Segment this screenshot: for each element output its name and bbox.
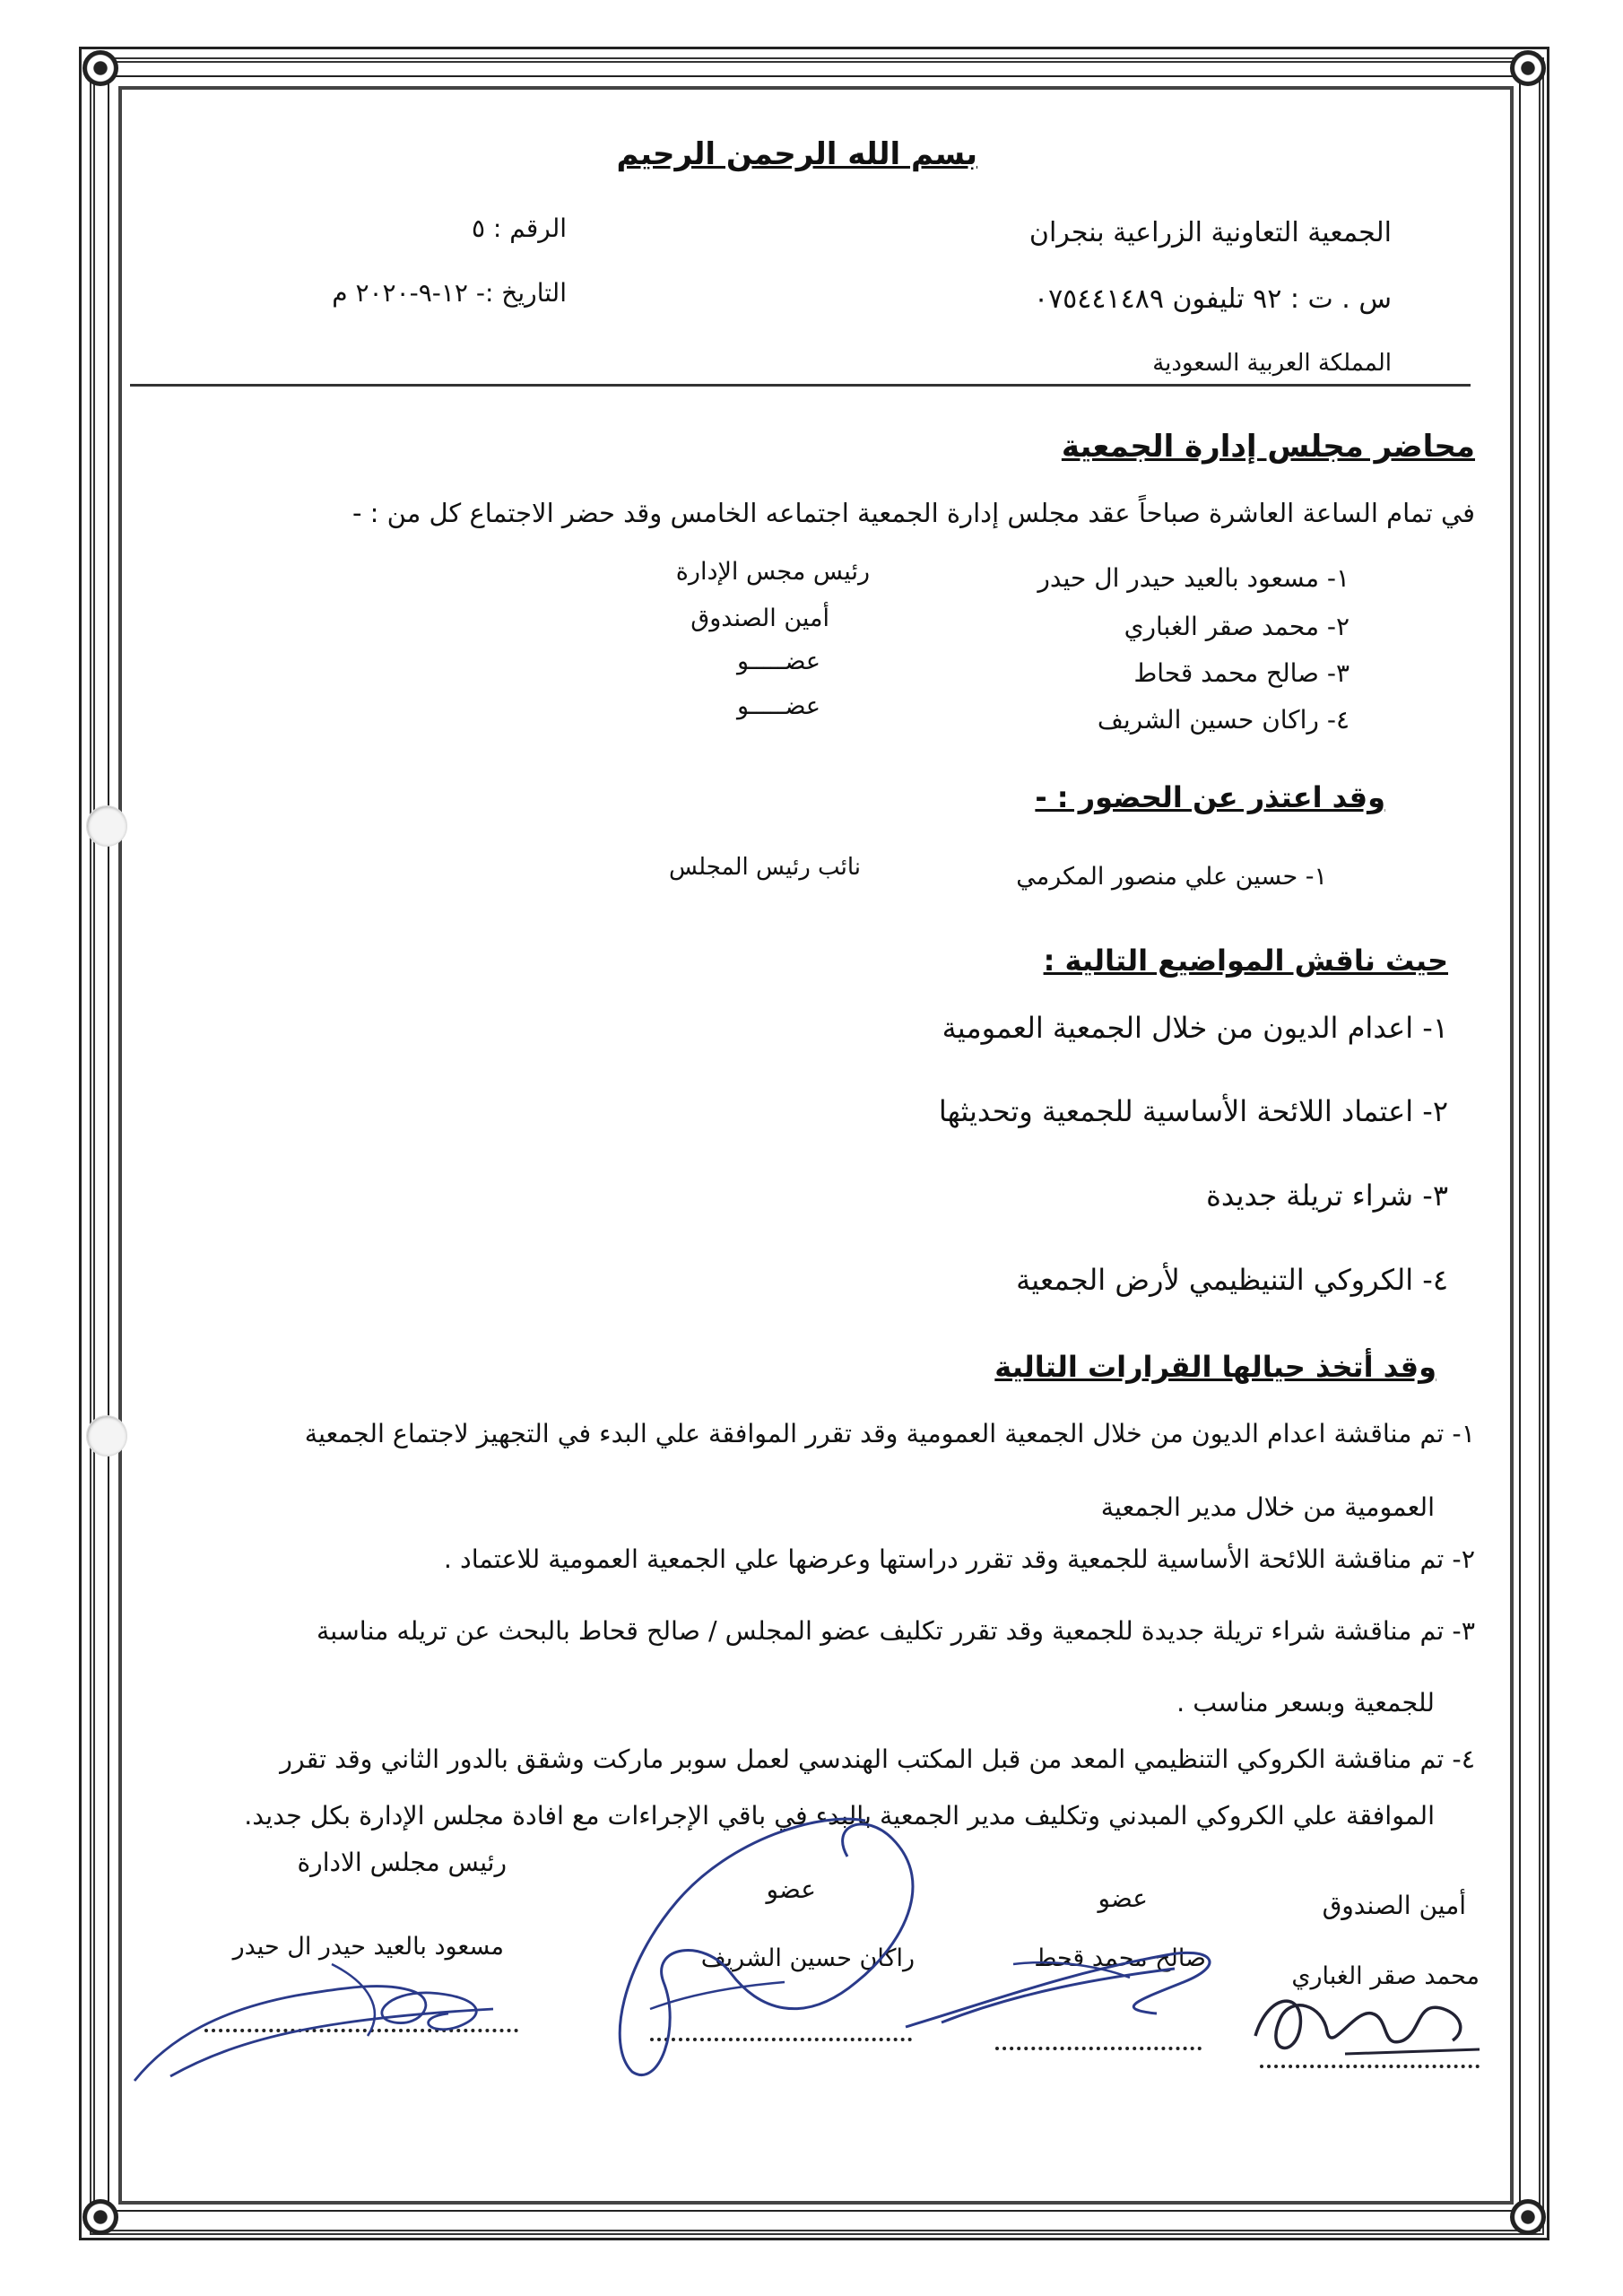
intro-text: في تمام الساعة العاشرة صباحاً عقد مجلس إدارة الجمعية اجتماعه الخامس وقد حضر الاجتماع كل من : - — [352, 498, 1475, 528]
apology-name: ١- حسين علي منصور المكرمي — [1016, 863, 1327, 891]
topic-item: ٤- الكروكي التنيظيمي لأرض الجمعية — [1016, 1263, 1448, 1297]
decision-line: ٣- تم مناقشة شراء تريلة جديدة للجمعية وقد تقرر تكليف عضو المجلس / صالح قحاط بالبحث عن تريله مناسبة — [317, 1616, 1475, 1646]
signature-title: عضو — [1098, 1883, 1148, 1913]
corner-ornament-icon — [1510, 2199, 1546, 2235]
topic-item: ٣- شراء تريلة جديدة — [1206, 1178, 1448, 1213]
org-name: الجمعية التعاونية الزراعية بنجران — [1028, 217, 1392, 248]
handwritten-signature-icon — [596, 1803, 955, 2090]
basmala: بسم الله الرحمن الرحيم — [616, 136, 977, 172]
apology-role: نائب رئيس المجلس — [669, 854, 861, 881]
punch-hole — [86, 1415, 127, 1457]
org-contact: س . ت : ٩٢ تليفون ٠٧٥٤٤١٤٨٩ — [1033, 283, 1392, 315]
attendee-name: ١- مسعود بالعيد حيدر ال حيدر — [1037, 563, 1350, 593]
decision-line: ٤- تم مناقشة الكروكي التنظيمي المعد من قبل المكتب الهندسي لعمل سوبر ماركت وشقق بالدور الثاني وقد تقرر — [280, 1744, 1475, 1774]
decision-line: للجمعية وبسعر مناسب . — [1176, 1688, 1435, 1718]
topics-title: حيث ناقش المواضيع التالية : — [1043, 944, 1448, 978]
attendee-name: ٢- محمد صقر الغباري — [1124, 612, 1350, 641]
document-number: الرقم : ٥ — [471, 213, 567, 243]
attendee-role: أمين الصندوق — [690, 604, 829, 632]
corner-ornament-icon — [82, 2199, 118, 2235]
corner-ornament-icon — [82, 50, 118, 86]
attendee-name: ٤- راكان حسين الشريف — [1097, 705, 1350, 735]
topic-item: ١- اعدام الديون من خلال الجمعية العمومية — [942, 1011, 1448, 1045]
punch-hole — [86, 805, 127, 847]
decision-line: الموافقة علي الكروكي المبدني وتكليف مدير الجمعية بالبدء في باقي الإجراءات مع افادة مجلس الإدارة بكل جديد. — [244, 1801, 1435, 1831]
handwritten-signature-icon — [1237, 1955, 1488, 2072]
signature-title: عضو — [766, 1874, 816, 1904]
decisions-title: وقد أتخذ حيالها القرارات التالية — [994, 1350, 1436, 1384]
country-name: المملكة العربية السعودية — [1152, 350, 1392, 377]
apologies-title: وقد اعتذر عن الحضور : - — [1035, 780, 1385, 814]
attendee-role: عضـــــو — [736, 648, 820, 675]
attendee-role: عضـــــو — [736, 692, 820, 720]
topic-item: ٢- اعتماد اللائحة الأساسية للجمعية وتحديثها — [938, 1094, 1448, 1128]
signature-title: رئيس مجلس الادارة — [297, 1848, 507, 1877]
signature-name: محمد صقر الغباري — [1291, 1962, 1480, 1990]
header-divider — [130, 384, 1471, 387]
corner-ornament-icon — [1510, 50, 1546, 86]
signature-title: أمين الصندوق — [1322, 1891, 1466, 1920]
document-date: التاريخ :- ١٢-٩-٢٠٢٠ م — [332, 278, 567, 308]
signature-name: مسعود بالعيد حيدر ال حيدر — [232, 1933, 504, 1961]
attendee-name: ٣- صالح محمد قحاط — [1133, 658, 1350, 688]
minutes-title: محاضر مجلس إدارة الجمعية — [1061, 429, 1475, 465]
attendee-role: رئيس مجس الإدارة — [675, 558, 870, 586]
decision-line: ١- تم مناقشة اعدام الديون من خلال الجمعية العمومية وقد تقرر الموافقة علي البدء في التجهيز لاجتماع الجمعية — [304, 1419, 1475, 1448]
handwritten-signature-icon — [117, 1928, 529, 2090]
signature-line — [995, 2047, 1202, 2050]
decision-line: ٢- تم مناقشة اللائحة الأساسية للجمعية وقد تقرر دراستها وعرضها علي الجمعية العمومية للاعتماد . — [443, 1544, 1475, 1574]
signature-name: راكان حسين الشريف — [700, 1944, 915, 1972]
decision-line: العمومية من خلال مدير الجمعية — [1100, 1492, 1435, 1522]
signature-name: صالح محمد قحط — [1034, 1944, 1206, 1972]
